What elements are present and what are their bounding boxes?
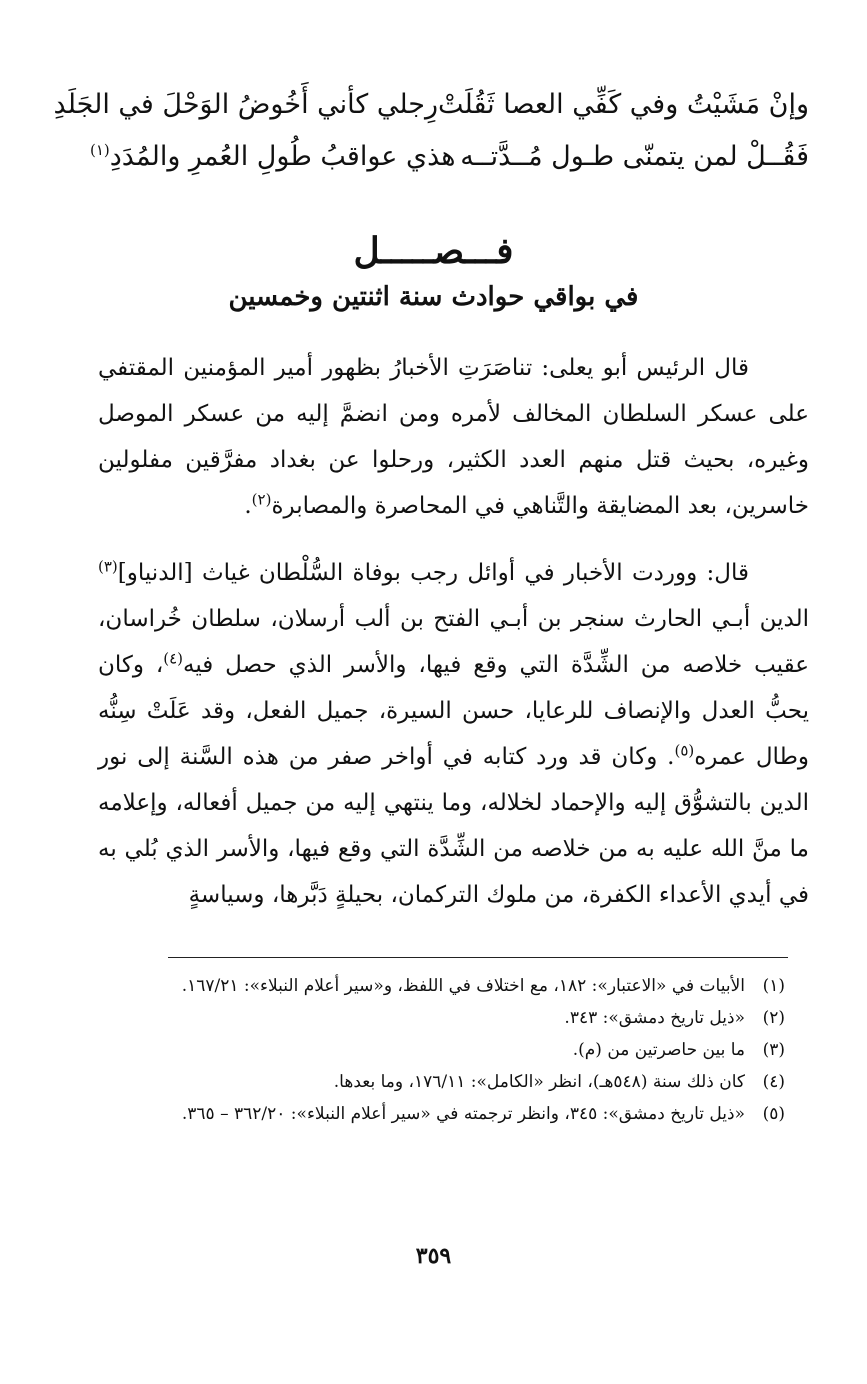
footnote [98, 1002, 785, 1034]
paragraph-2 [98, 550, 809, 918]
footnote [98, 1098, 785, 1130]
footnote [98, 1034, 785, 1066]
verse-text: هذي عواقبُ طُولِ العُمرِ والمُدَدِ [109, 140, 456, 172]
footnote-number: (٥) [762, 1104, 785, 1124]
footnote-separator [168, 957, 788, 958]
paragraph-text: قال الرئيس أبو يعلى: تناصَرَتِ الأخبارُ بظهور أمير المؤمنين المقتفي على عسكر السلطان المخالف لأمره ومن انضمَّ إليه من عسكر الموصل وغيره، بحيث قتل منهم العدد الكثير، ورحلوا عن بغداد مفرَّقين مفلولين خاسرين، بعد المضايقة والتَّناهي في المحاصرة والمصابرة [98, 355, 809, 519]
footnote [98, 970, 785, 1002]
footnote [98, 1066, 785, 1098]
paragraph-text: قال: ووردت الأخبار في أوائل رجب بوفاة السُّلْطان غياث [الدنياو] [117, 560, 749, 586]
paragraph-text: . وكان قد ورد كتابه في أواخر صفر من هذه السَّنة إلى نور الدين بالتشوُّق إليه والإحماد لخلاله، وما ينتهي إليه من جميل أفعاله، وإعلامه ما منَّ الله عليه به من خلاصه من الشِّدَّة التي وقع فيها، والأسر الذي بُلي به في أيدي الأعداء الكفرة، من ملوك التركمان، بحيلةٍ دَبَّرها، وسياسةٍ [98, 744, 809, 908]
footnotes [98, 970, 785, 1130]
footnote-number: (١) [762, 976, 785, 996]
section-subtitle: في بواقي حوادث سنة اثنتين وخمسين [228, 282, 639, 312]
footnote-text: «ذيل تاريخ دمشق»: ٣٤٣. [564, 1008, 745, 1028]
footnote-ref: (٣) [98, 557, 118, 576]
paragraph-text: الدين أبـي الحارث سنجر بن أبـي الفتح بن ألب أرسلان، سلطان خُراسان، عقيب خلاصه من الشِّدَّة التي وقع فيها، والأسر الذي حصل فيه [98, 606, 809, 678]
footnote-number: (٤) [762, 1072, 785, 1092]
footnote-ref: (٢) [251, 490, 272, 509]
verse-second-hemistich: رِجلي كأني أَخُوضُ الوَحْلَ في الجَلَدِ [53, 88, 439, 120]
footnote-text: كان ذلك سنة (٥٤٨هـ)، انظر «الكامل»: ١٧٦/١١، وما بعدها. [333, 1072, 745, 1092]
poem-verse [53, 78, 809, 130]
footnote-ref: (٤) [163, 649, 184, 668]
footnote-number: (٢) [762, 1008, 785, 1028]
footnote-ref: (١) [90, 140, 110, 159]
footnote-ref: (٥) [674, 741, 695, 760]
section-title: فـــصـــــل [353, 230, 514, 272]
footnote-text: الأبيات في «الاعتبار»: ١٨٢، مع اختلاف في اللفظ، و«سير أعلام النبلاء»: ١٦٧/٢١. [181, 976, 745, 996]
footnote-text: ما بين حاصرتين من (م). [572, 1040, 745, 1060]
footnote-number: (٣) [762, 1040, 785, 1060]
paragraph-text: ، وكان يحبُّ العدل والإنصاف للرعايا، حسن السيرة، جميل الفعل، وقد عَلَتْ سِنُّه وطال عمره [98, 652, 809, 770]
footnote-text: «ذيل تاريخ دمشق»: ٣٤٥، وانظر ترجمته في «سير أعلام النبلاء»: ٣٦٢/٢٠ – ٣٦٥. [181, 1104, 745, 1124]
verse-first-hemistich: وإنْ مَشَيْتُ وفي كَفِّي العصا ثَقُلَتْ [438, 88, 809, 120]
poem-verse [90, 130, 809, 182]
paragraph-end: . [244, 493, 252, 519]
verse-first-hemistich: فَقُــلْ لمن يتمنّى طـول مُــدَّتــه [460, 140, 809, 172]
verse-second-hemistich [90, 141, 456, 172]
paragraph-1 [98, 345, 809, 529]
poem [53, 78, 809, 182]
page-number: ٣٥٩ [415, 1243, 452, 1269]
